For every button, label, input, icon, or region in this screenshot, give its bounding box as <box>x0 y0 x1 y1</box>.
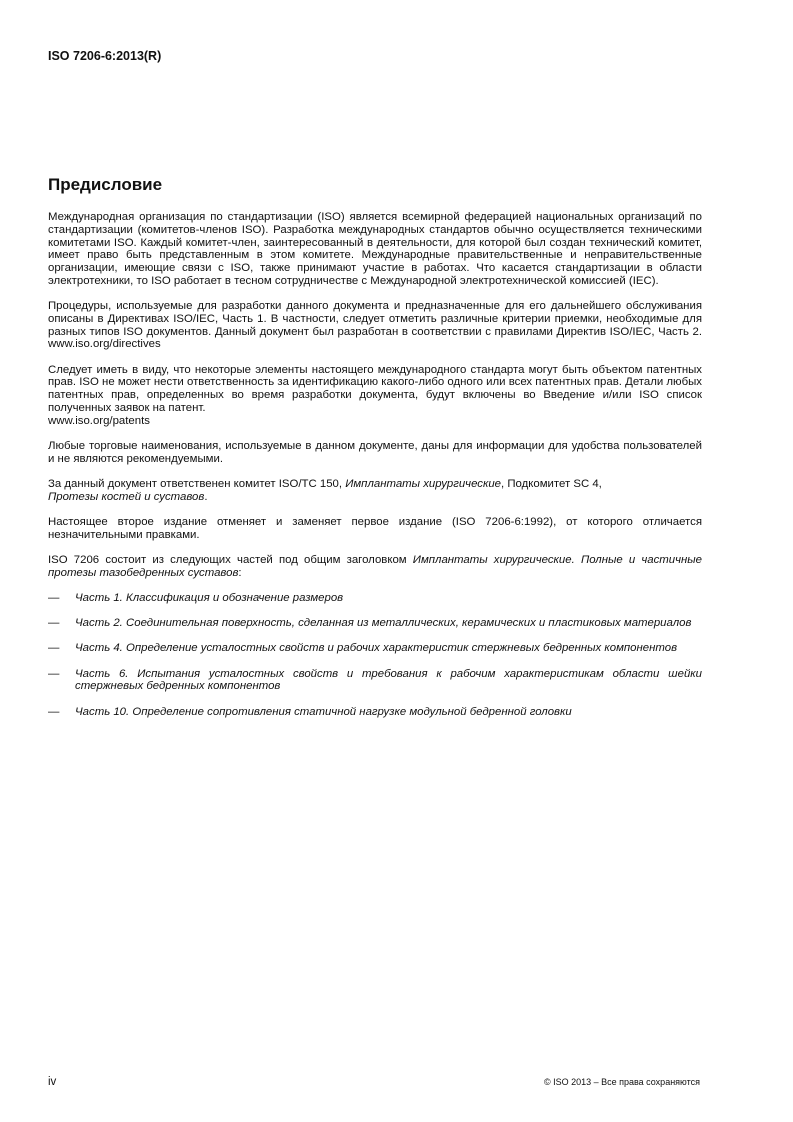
paragraph-parts-intro <box>48 554 702 580</box>
subcommittee-name: Протезы костей и суставов <box>48 490 205 503</box>
paragraph-committee <box>48 478 702 504</box>
list-item <box>48 706 702 719</box>
parts-intro-text: ISO 7206 состоит из следующих частей под общим заголовком <box>48 553 413 566</box>
dash-bullet: — <box>48 705 60 718</box>
section-title: Предисловие <box>48 175 163 194</box>
paragraph-patents <box>48 364 702 428</box>
page-number: iv <box>48 1076 57 1088</box>
patents-link[interactable]: www.iso.org/patents <box>48 414 150 427</box>
paragraph-iso-intro: Международная организация по стандартизации (ISO) является всемирной федерацией национальных организаций по стандартизации (комитетов-членов ISO). Разработка международных стандартов обычно осуществляется техническими комитетами ISO. Каждый комитет-член, заинтересованный в деятельности, для которой был создан технический комитет, имеет право быть представленным в этом комитете. Международные правительственные и неправительственные организации, имеющие связи с ISO, также принимают участие в работах. Что касается стандартизации в области электротехники, то ISO работает в тесном сотрудничестве с Международной электротехнической комиссией (IEC). <box>48 211 702 287</box>
list-item <box>48 617 702 630</box>
foreword-body <box>48 211 702 731</box>
list-item <box>48 642 702 655</box>
colon: : <box>238 566 242 579</box>
dash-bullet: — <box>48 642 60 655</box>
committee-name: Имплантаты хирургические <box>345 477 502 490</box>
patents-text: Следует иметь в виду, что некоторые элементы настоящего международного стандарта могут быть объектом патентных прав. ISO не может нести ответственность за идентификацию какого-либо одного или всех патентных прав. Детали любых патентных прав, определенных во время разработки документа, будут включены во Введение и/или ISO список полученных заявок на патент. <box>48 363 702 414</box>
dash-bullet: — <box>48 591 60 604</box>
list-item-text: Часть 6. Испытания усталостных свойств и требования к рабочим характеристикам области шейки стержневых бедренных компонентов <box>75 667 702 693</box>
list-item <box>48 592 702 605</box>
list-item-text: Часть 2. Соединительная поверхность, сделанная из металлических, керамических и пластиковых материалов <box>75 617 692 629</box>
subcommittee-text: , Подкомитет SC 4, <box>501 477 602 490</box>
list-item <box>48 668 702 694</box>
general-title: Имплантаты хирургические. Полные и частичные протезы тазобедренных суставов <box>48 553 703 579</box>
list-item-text: Часть 4. Определение усталостных свойств и рабочих характеристик стержневых бедренных компонентов <box>75 642 678 655</box>
list-item-text: Часть 10. Определение сопротивления статичной нагрузке модульной бедренной головки <box>75 705 572 718</box>
committee-text: За данный документ ответственен комитет ISO/TC 150, <box>48 477 346 490</box>
document-id-header: ISO 7206-6:2013(R) <box>48 49 162 63</box>
dash-bullet: — <box>48 667 60 680</box>
list-item-text: Часть 1. Классификация и обозначение размеров <box>75 591 344 604</box>
dash-bullet: — <box>48 617 60 629</box>
parts-list <box>48 592 702 719</box>
period: . <box>204 490 208 503</box>
paragraph-trade-names: Любые торговые наименования, используемые в данном документе, даны для информации для удобства пользователей и не являются рекомендуемыми. <box>48 439 702 465</box>
copyright-notice: © ISO 2013 – Все права сохраняются <box>543 1077 700 1087</box>
paragraph-procedures: Процедуры, используемые для разработки данного документа и предназначенные для его дальнейшего обслуживания описаны в Директивах ISO/IEC, Часть 1. В частности, следует отметить различные критерии приемки, необходимые для разных типов ISO документов. Данный документ был разработан в соответствии с правилами Директив ISO/IEC, Часть 2. www.iso.org/directives <box>48 300 702 351</box>
paragraph-edition: Настоящее второе издание отменяет и заменяет первое издание (ISO 7206-6:1992), от которого отличается незначительными правками. <box>48 515 702 541</box>
